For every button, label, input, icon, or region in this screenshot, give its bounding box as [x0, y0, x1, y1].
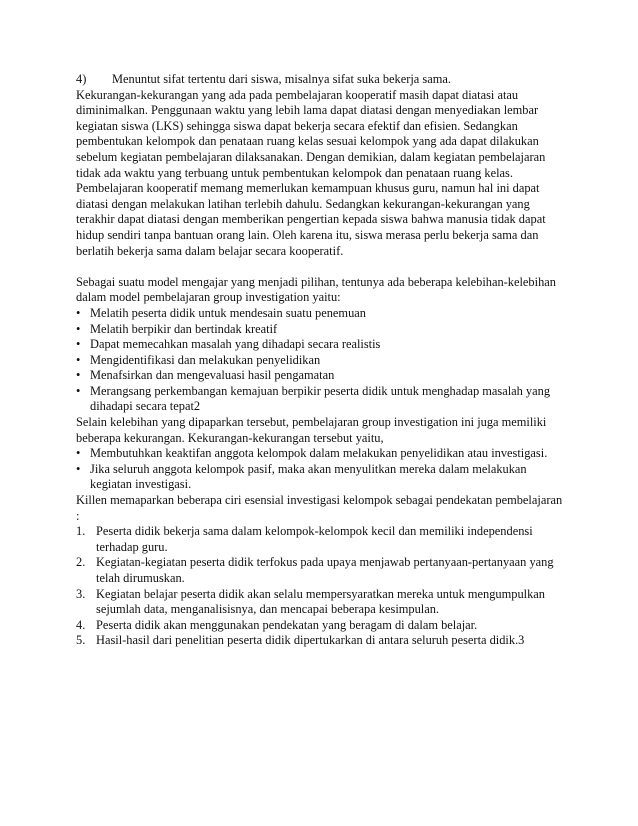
kekurangan-list [76, 446, 566, 493]
item-number: 1. [76, 524, 86, 539]
numbered-item [76, 633, 566, 649]
bullet-icon: • [76, 446, 81, 461]
kelebihan-list [76, 306, 566, 415]
list-item-text: Jika seluruh anggota kelompok pasif, maka akan menyulitkan mereka dalam melakukan kegiatan investigasi. [90, 461, 527, 492]
list-item-text: Melatih berpikir dan bertindak kreatif [90, 321, 278, 336]
bullet-icon: • [76, 321, 81, 336]
item-number: 4. [76, 617, 86, 632]
list-item-text: Melatih peserta didik untuk mendesain suatu penemuan [90, 305, 366, 320]
item-number: 3. [76, 586, 86, 601]
item-number: 4) [76, 72, 87, 86]
bullet-icon: • [76, 368, 81, 383]
list-item [76, 446, 566, 462]
item-text: Kegiatan-kegiatan peserta didik terfokus pada upaya menjawab pertanyaan-pertanyaan yang telah dirumuskan. [96, 555, 554, 585]
item-text: Hasil-hasil dari penelitian peserta didik dipertukarkan di antara seluruh peserta didik.3 [96, 633, 525, 648]
paragraph-killen: Killen memaparkan beberapa ciri esensial investigasi kelompok sebagai pendekatan pembelajaran : [76, 493, 563, 523]
paragraph-kelebihan-intro: Sebagai suatu model mengajar yang menjadi pilihan, tentunya ada beberapa kelebihan-kelebihan dalam model pembelajaran group investigation yaitu: [76, 274, 556, 305]
list-item [76, 337, 566, 353]
bullet-icon: • [76, 305, 81, 320]
paragraph-gap [76, 259, 566, 275]
item-text: Menuntut sifat tertentu dari siswa, misalnya sifat suka bekerja sama. [112, 72, 451, 86]
numbered-item [76, 618, 566, 634]
document-body [76, 72, 566, 649]
list-item-text: Mengidentifikasi dan melakukan penyelidikan [90, 352, 321, 367]
list-item [76, 368, 566, 384]
list-item-text: Merangsang perkembangan kemajuan berpikir peserta didik untuk menghadap masalah yang dihadapi secara tepat2 [90, 383, 551, 414]
list-item [76, 384, 566, 415]
bullet-icon: • [76, 352, 81, 367]
bullet-icon: • [76, 337, 81, 352]
ciri-list [76, 524, 566, 649]
list-item [76, 462, 566, 493]
numbered-item [76, 524, 566, 555]
list-item-text: Menafsirkan dan mengevaluasi hasil pengamatan [90, 368, 335, 383]
list-item [76, 322, 566, 338]
numbered-item [76, 555, 566, 586]
list-item-text: Dapat memecahkan masalah yang dihadapi secara realistis [90, 337, 381, 352]
item-number: 5. [76, 633, 86, 648]
paragraph-kekurangan: Kekurangan-kekurangan yang ada pada pembelajaran kooperatif masih dapat diatasi atau diminimalkan. Penggunaan waktu yang lebih lama dapat diatasi dengan menyediakan lembar kegiatan siswa (LKS) sehingga siswa dapat bekerja secara efektif dan efisien. Sedangkan pembentukan kelompok dan penataan ruang kelas sesuai kelompok yang ada dapat dilakukan sebelum kegiatan pembelajaran dilaksanakan. Dengan demikian, dalam kegiatan pembelajaran tidak ada waktu yang terbuang untuk pembentukan kelompok dan penataan ruang kelas. Pembelajaran kooperatif memang memerlukan kemampuan khusus guru, namun hal ini dapat diatasi dengan melakukan latihan terlebih dahulu. Sedangkan kekurangan-kekurangan yang terakhir dapat diatasi dengan memberikan pengertian kepada siswa bahwa manusia tidak dapat hidup sendiri tanpa bantuan orang lain. Oleh karena itu, siswa merasa perlu bekerja sama dan berlatih bekerja sama dalam belajar secara kooperatif. [76, 87, 546, 258]
numbered-item-4 [76, 72, 566, 88]
item-number: 2. [76, 555, 86, 570]
bullet-icon: • [76, 383, 81, 398]
item-text: Kegiatan belajar peserta didik akan selalu mempersyaratkan mereka untuk mengumpulkan sejumlah data, menganalisisnya, dan mencapai beberapa kesimpulan. [96, 586, 545, 617]
bullet-icon: • [76, 461, 81, 476]
numbered-item [76, 587, 566, 618]
paragraph-kekurangan-intro: Selain kelebihan yang dipaparkan tersebut, pembelajaran group investigation ini juga memiliki beberapa kekurangan. Kekurangan-kekurangan tersebut yaitu, [76, 415, 547, 445]
item-text: Peserta didik bekerja sama dalam kelompok-kelompok kecil dan memiliki independensi terhadap guru. [96, 524, 533, 554]
list-item-text: Membutuhkan keaktifan anggota kelompok dalam melakukan penyelidikan atau investigasi. [90, 446, 548, 461]
list-item [76, 353, 566, 369]
list-item [76, 306, 566, 322]
item-text: Peserta didik akan menggunakan pendekatan yang beragam di dalam belajar. [96, 617, 478, 632]
